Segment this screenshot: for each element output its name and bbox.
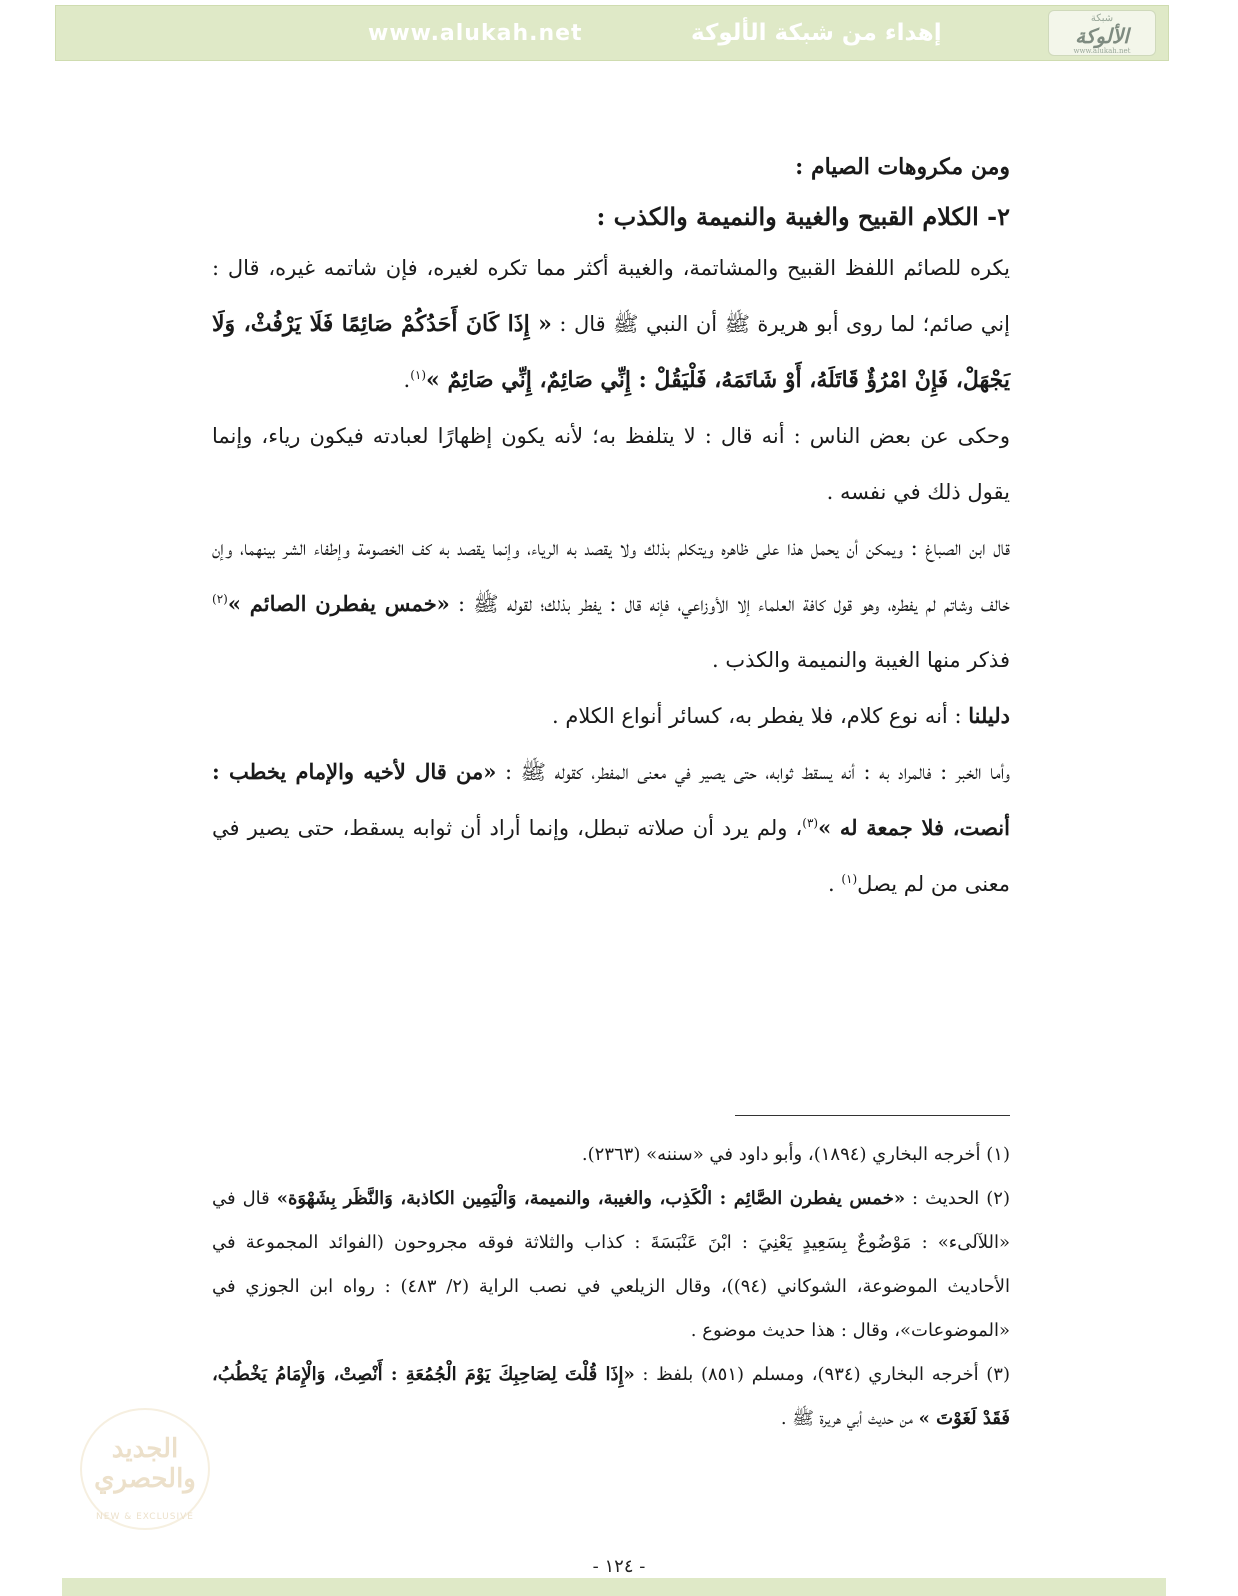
logo-top-text: شبكة	[1090, 13, 1114, 24]
section-title: ومن مكروهات الصيام :	[795, 154, 1010, 180]
footnote-ref: (١)	[410, 368, 427, 382]
footnote-ref: (١)	[841, 872, 858, 886]
header-banner	[55, 5, 1169, 61]
watermark-stamp	[80, 1408, 210, 1530]
fn2-label: (٢) الحديث :	[912, 1188, 1010, 1209]
p5-text-b: ، ولم يرد أن صلاته تبطل، وإنما أراد أن ثوابه يسقط، حتى يصير في معنى من لم يصل	[212, 816, 1010, 896]
footnote-1: (١) أخرجه البخاري (١٨٩٤)، وأبو داود في «سننه» (٢٣٦٣).	[581, 1144, 1010, 1165]
header-url: www.alukah.net	[368, 21, 583, 46]
footnote-ref: (٢)	[212, 592, 228, 606]
footnote-2	[212, 1177, 1010, 1353]
p3-text-a: قال ابن الصباغ : ويمكن أن يحمل هذا على ظاهره ويتكلم بذلك ولا يقصد به الرياء، وإنما يقصد به كف الخصومة وإطفاء الشر بينهما، وإن خالف وشاتم لم يفطره، وهو قول كافة العلماء إلا الأوزاعي، فإنه قال : يفطر بذلك؛ لقوله ﷺ :	[212, 536, 1010, 616]
paragraph-2: وحكى عن بعض الناس : أنه قال : لا يتلفظ به؛ لأنه يكون إظهارًا لعبادته فيكون رياء، وإنما يقول ذلك في نفسه .	[212, 424, 1010, 504]
p1-intro: يكره للصائم اللفظ القبيح والمشاتمة، والغيبة أكثر مما تكره لغيره، فإن شاتمه غيره، قال : إني صائم؛ لما روى أبو هريرة ﷺ أن النبي ﷺ قال :	[212, 256, 1010, 336]
watermark-text: الجديد والحصري	[94, 1434, 196, 1494]
item-title: ٢- الكلام القبيح والغيبة والنميمة والكذب :	[596, 202, 1010, 231]
logo-url: www.alukah.net	[1073, 47, 1131, 55]
p4-label: دليلنا	[968, 703, 1010, 728]
footnote-3	[212, 1353, 1010, 1441]
fn3-text-b: من حديث أبي هريرة ﷺ .	[780, 1408, 913, 1429]
paragraph-3	[212, 520, 1010, 688]
p5-end: .	[827, 872, 835, 896]
header-tagline: إهداء من شبكة الألوكة	[691, 20, 942, 46]
footnotes	[212, 1133, 1010, 1441]
p3-text-b: فذكر منها الغيبة والنميمة والكذب .	[711, 648, 1010, 672]
footnote-ref: (٣)	[802, 816, 819, 830]
paragraph-4	[212, 688, 1010, 744]
p4-text: : أنه نوع كلام، فلا يفطر به، كسائر أنواع الكلام .	[552, 704, 962, 728]
p5-hadith-a: «من قال لأخيه والإمام يخطب :	[212, 759, 497, 784]
fn2-text: قال في «اللآلىء» : مَوْضُوعٌ بِسَعِيدٍ يَعْنِيَ : ابْنَ عَنْبَسَةَ : كذاب والثلاثة فوقه مجروحون (الفوائد المجموعة في الأحاديث الموضوعة، الشوكاني (٩٤))، وقال الزيلعي في نصب الراية (٢/ ٤٨٣) : رواه ابن الجوزي في «الموضوعات»، وقال : هذا حديث موضوع .	[212, 1188, 1010, 1341]
logo-name: الألوكة	[1075, 24, 1129, 48]
footnote-divider	[735, 1115, 1010, 1116]
page-number: - ١٢٤ -	[592, 1556, 646, 1577]
p3-hadith: «خمس يفطرن الصائم »	[227, 591, 450, 616]
fn3-hadith: «إِذَا قُلْتَ لِصَاحِبِكَ يَوْمَ الْجُمُعَةِ : أَنْصِتْ، وَالْإِمَامُ يَخْطُبُ، فَقَدْ لَغَوْتَ »	[212, 1364, 1010, 1429]
fn2-hadith: «خمس يفطرن الصَّائِم : الْكَذِب، والغيبة، والنميمة، وَالْيَمِين الكاذبة، وَالنَّظَر بِشَهْوَة»	[276, 1188, 906, 1209]
paragraph-5	[212, 744, 1010, 912]
fn3-text-a: (٣) أخرجه البخاري (٩٣٤)، ومسلم (٨٥١) بلفظ :	[642, 1364, 1010, 1385]
page-body	[212, 140, 1010, 912]
alukah-logo	[1048, 10, 1156, 56]
p5-hadith-b: أنصت، فلا جمعة له »	[818, 815, 1010, 840]
paragraph-1: يكره للصائم اللفظ القبيح والمشاتمة، والغيبة أكثر مما تكره لغيره، فإن شاتمه غيره، قال : إني صائم؛ لما روى أبو هريرة ﷺ أن النبي ﷺ قال : « إِذَا كَانَ أَحَدُكُمْ صَائِمًا فَلَا يَرْفُثْ، وَلَا يَجْهَلْ، فَإِنْ امْرُؤٌ قَاتَلَهُ، أَوْ شَاتَمَهُ، فَلْيَقُلْ : إِنِّي صَائِمٌ، إِنِّي صَائِمٌ »$^{(١)}$.	[212, 256, 1010, 393]
p1-hadith: « إِذَا كَانَ أَحَدُكُمْ صَائِمًا فَلَا يَرْفُثْ، وَلَا يَجْهَلْ، فَإِنْ امْرُؤٌ قَاتَلَهُ، أَوْ شَاتَمَهُ، فَلْيَقُلْ : إِنِّي صَائِمٌ، إِنِّي صَائِمٌ »	[212, 311, 1010, 393]
watermark-subtext: NEW & EXCLUSIVE	[96, 1512, 194, 1522]
footer-banner	[62, 1578, 1166, 1596]
p5-text-a: وأما الخبر : فالمراد به : أنه يسقط ثوابه، حتى يصير في معنى المفطر، كقوله ﷺ :	[504, 760, 1010, 784]
